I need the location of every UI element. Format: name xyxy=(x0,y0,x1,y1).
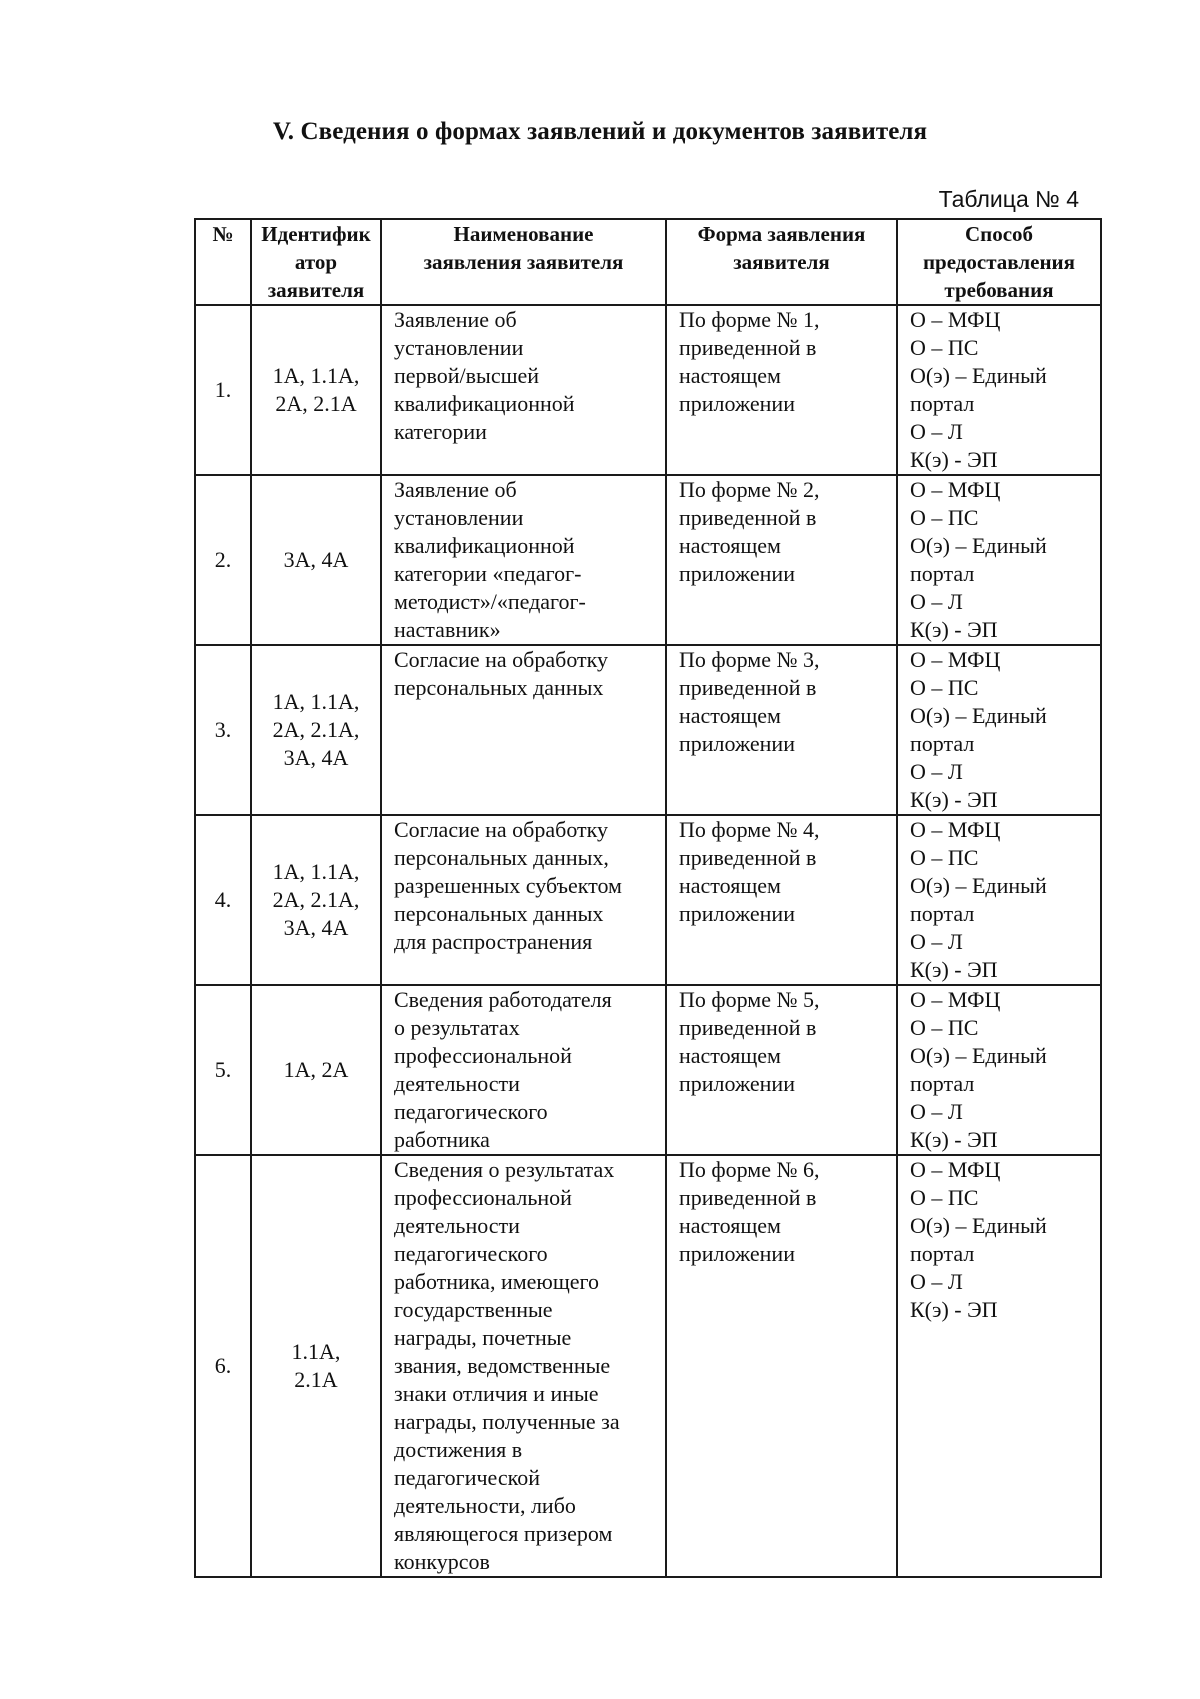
submission-method-line: О – Л xyxy=(910,1269,963,1294)
application-form-line: По форме № 4, xyxy=(679,817,820,842)
submission-method-line: О – Л xyxy=(910,589,963,614)
submission-method-line: О(э) – Единый xyxy=(910,363,1047,388)
application-form-line: настоящем xyxy=(679,873,781,898)
applicant-identifier-line: 1А, 1.1А, xyxy=(272,859,360,884)
application-name-line: знаки отличия и иные xyxy=(394,1381,599,1406)
applicant-identifier-line: 1А, 2А xyxy=(283,1057,349,1082)
applicant-identifier-line: 3А, 4А xyxy=(283,915,349,940)
submission-method-line: портал xyxy=(910,901,975,926)
submission-method-line: О – МФЦ xyxy=(910,307,1001,332)
table-row xyxy=(195,815,1101,985)
submission-method xyxy=(897,645,1101,815)
submission-method-line: портал xyxy=(910,1071,975,1096)
application-name-line: категории xyxy=(394,419,487,444)
row-number: 6. xyxy=(195,1155,251,1577)
application-name-line: персональных данных xyxy=(394,901,604,926)
row-number: 2. xyxy=(195,475,251,645)
table-row xyxy=(195,645,1101,815)
submission-method-line: К(э) - ЭП xyxy=(910,447,998,472)
table-row xyxy=(195,985,1101,1155)
application-form-line: По форме № 6, xyxy=(679,1157,820,1182)
applicant-identifier xyxy=(251,645,381,815)
application-form-line: приложении xyxy=(679,901,795,926)
applicant-identifier-line: 2А, 2.1А, xyxy=(272,717,360,742)
submission-method-line: О – ПС xyxy=(910,845,979,870)
application-name-line: конкурсов xyxy=(394,1549,490,1574)
applicant-identifier xyxy=(251,815,381,985)
table-header-row xyxy=(195,219,1101,305)
application-form xyxy=(666,815,897,985)
submission-method-line: О – Л xyxy=(910,419,963,444)
applicant-identifier-line: 2А, 2.1А xyxy=(275,391,357,416)
application-name xyxy=(381,815,666,985)
submission-method-line: О(э) – Единый xyxy=(910,1213,1047,1238)
application-name-line: педагогической xyxy=(394,1465,540,1490)
applicant-identifier-line: 2.1А xyxy=(294,1367,338,1392)
application-name xyxy=(381,475,666,645)
application-name-line: методист»/«педагог- xyxy=(394,589,586,614)
page-title: V. Сведения о формах заявлений и документов заявителя xyxy=(272,118,928,145)
application-form-line: настоящем xyxy=(679,1043,781,1068)
application-name-line: являющегося призером xyxy=(394,1521,613,1546)
application-name-line: деятельности xyxy=(394,1071,520,1096)
submission-method xyxy=(897,475,1101,645)
submission-method-line: О – МФЦ xyxy=(910,1157,1001,1182)
submission-method-line: К(э) - ЭП xyxy=(910,1127,998,1152)
submission-method-line: О – МФЦ xyxy=(910,987,1001,1012)
application-form-line: приложении xyxy=(679,1071,795,1096)
submission-method-line: О – Л xyxy=(910,1099,963,1124)
application-name-line: награды, полученные за xyxy=(394,1409,620,1434)
application-name-line: квалификационной xyxy=(394,391,575,416)
submission-method-line: К(э) - ЭП xyxy=(910,617,998,642)
submission-method xyxy=(897,1155,1101,1577)
applicant-identifier-line: 3А, 4А xyxy=(283,745,349,770)
table-caption: Таблица № 4 xyxy=(938,186,1079,212)
application-name-line: государственные xyxy=(394,1297,553,1322)
applicant-identifier xyxy=(251,1155,381,1577)
application-form-line: приложении xyxy=(679,731,795,756)
application-name xyxy=(381,305,666,475)
application-name-line: разрешенных субъектом xyxy=(394,873,622,898)
application-form xyxy=(666,985,897,1155)
application-form-line: приведенной в xyxy=(679,505,817,530)
application-name-line: деятельности xyxy=(394,1213,520,1238)
header-number: № xyxy=(195,219,251,305)
application-name xyxy=(381,1155,666,1577)
submission-method-line: портал xyxy=(910,731,975,756)
application-form-line: По форме № 2, xyxy=(679,477,820,502)
application-name-line: педагогического xyxy=(394,1241,548,1266)
application-form-line: приведенной в xyxy=(679,335,817,360)
submission-method-line: О(э) – Единый xyxy=(910,703,1047,728)
submission-method-line: О – ПС xyxy=(910,335,979,360)
table-row xyxy=(195,305,1101,475)
application-form-line: приложении xyxy=(679,391,795,416)
submission-method-line: О – МФЦ xyxy=(910,477,1001,502)
submission-method-line: О – Л xyxy=(910,929,963,954)
application-name xyxy=(381,985,666,1155)
application-name-line: профессиональной xyxy=(394,1043,572,1068)
application-name-line: деятельности, либо xyxy=(394,1493,576,1518)
application-form-line: приведенной в xyxy=(679,1185,817,1210)
table-row xyxy=(195,475,1101,645)
application-form-line: По форме № 1, xyxy=(679,307,820,332)
submission-method-line: О – ПС xyxy=(910,505,979,530)
application-name-line: первой/высшей xyxy=(394,363,540,388)
application-name-line: Согласие на обработку xyxy=(394,817,609,842)
submission-method-line: О – МФЦ xyxy=(910,647,1001,672)
applicant-identifier xyxy=(251,985,381,1155)
row-number: 4. xyxy=(195,815,251,985)
header-method: Способ предоставления требования xyxy=(897,219,1101,305)
submission-method-line: О(э) – Единый xyxy=(910,873,1047,898)
applications-table xyxy=(194,218,1102,1578)
submission-method-line: О – ПС xyxy=(910,1015,979,1040)
submission-method-line: О – Л xyxy=(910,759,963,784)
application-form-line: По форме № 5, xyxy=(679,987,820,1012)
application-form xyxy=(666,305,897,475)
header-form: Форма заявления заявителя xyxy=(666,219,897,305)
table-row xyxy=(195,1155,1101,1577)
application-name-line: персональных данных, xyxy=(394,845,609,870)
application-form-line: приложении xyxy=(679,1241,795,1266)
submission-method-line: портал xyxy=(910,561,975,586)
application-form-line: приведенной в xyxy=(679,675,817,700)
application-name-line: работника, имеющего xyxy=(394,1269,600,1294)
application-name-line: Заявление об xyxy=(394,307,517,332)
application-name-line: награды, почетные xyxy=(394,1325,572,1350)
application-name-line: Сведения о результатах xyxy=(394,1157,615,1182)
applicant-identifier-line: 1А, 1.1А, xyxy=(272,689,360,714)
submission-method-line: портал xyxy=(910,391,975,416)
submission-method-line: портал xyxy=(910,1241,975,1266)
applicant-identifier-line: 1А, 1.1А, xyxy=(272,363,360,388)
application-name-line: работника xyxy=(394,1127,490,1152)
submission-method-line: О – ПС xyxy=(910,1185,979,1210)
application-form-line: настоящем xyxy=(679,533,781,558)
application-name-line: Сведения работодателя xyxy=(394,987,612,1012)
row-number: 1. xyxy=(195,305,251,475)
application-form-line: приложении xyxy=(679,561,795,586)
application-form xyxy=(666,1155,897,1577)
submission-method-line: К(э) - ЭП xyxy=(910,787,998,812)
applicant-identifier-line: 2А, 2.1А, xyxy=(272,887,360,912)
application-form-line: настоящем xyxy=(679,363,781,388)
application-form-line: настоящем xyxy=(679,703,781,728)
application-form xyxy=(666,645,897,815)
application-name-line: педагогического xyxy=(394,1099,548,1124)
application-name-line: персональных данных xyxy=(394,675,604,700)
application-form-line: настоящем xyxy=(679,1213,781,1238)
submission-method-line: О(э) – Единый xyxy=(910,533,1047,558)
application-name-line: наставник» xyxy=(394,617,501,642)
application-form xyxy=(666,475,897,645)
row-number: 5. xyxy=(195,985,251,1155)
application-name-line: для распространения xyxy=(394,929,593,954)
header-identifier: Идентифик атор заявителя xyxy=(251,219,381,305)
applicant-identifier-line: 1.1А, xyxy=(291,1339,341,1364)
application-form-line: приведенной в xyxy=(679,1015,817,1040)
header-name: Наименование заявления заявителя xyxy=(381,219,666,305)
submission-method xyxy=(897,305,1101,475)
applicant-identifier-line: 3А, 4А xyxy=(283,547,349,572)
submission-method-line: О – ПС xyxy=(910,675,979,700)
application-name-line: Заявление об xyxy=(394,477,517,502)
submission-method-line: О – МФЦ xyxy=(910,817,1001,842)
application-name-line: категории «педагог- xyxy=(394,561,582,586)
applicant-identifier xyxy=(251,305,381,475)
submission-method-line: К(э) - ЭП xyxy=(910,1297,998,1322)
application-form-line: приведенной в xyxy=(679,845,817,870)
application-name-line: о результатах xyxy=(394,1015,520,1040)
row-number: 3. xyxy=(195,645,251,815)
applicant-identifier xyxy=(251,475,381,645)
table-body xyxy=(195,305,1101,1577)
application-name-line: установлении xyxy=(394,335,524,360)
application-name-line: Согласие на обработку xyxy=(394,647,609,672)
application-name-line: звания, ведомственные xyxy=(394,1353,611,1378)
application-name xyxy=(381,645,666,815)
submission-method-line: О(э) – Единый xyxy=(910,1043,1047,1068)
application-form-line: По форме № 3, xyxy=(679,647,820,672)
application-name-line: установлении xyxy=(394,505,524,530)
submission-method-line: К(э) - ЭП xyxy=(910,957,998,982)
application-name-line: профессиональной xyxy=(394,1185,572,1210)
submission-method xyxy=(897,815,1101,985)
application-name-line: достижения в xyxy=(394,1437,523,1462)
application-name-line: квалификационной xyxy=(394,533,575,558)
submission-method xyxy=(897,985,1101,1155)
